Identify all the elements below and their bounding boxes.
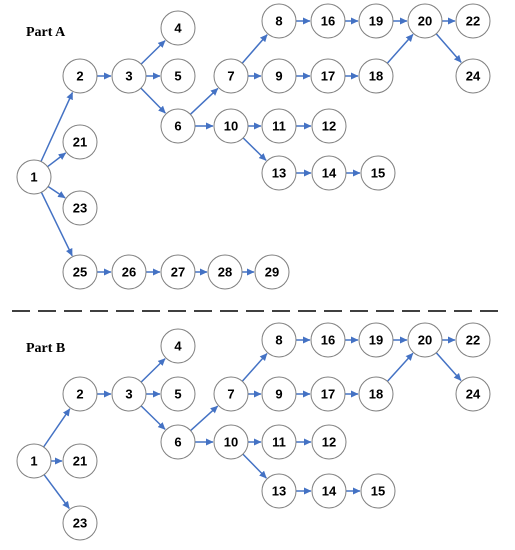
- activity-node: [311, 4, 345, 38]
- activity-node: [161, 425, 195, 459]
- activity-node: [312, 156, 346, 190]
- edge-arrow-1-to-2: [44, 409, 70, 447]
- activity-node: [311, 323, 345, 357]
- activity-node: [262, 156, 296, 190]
- edge-arrow-10-to-13: [243, 138, 266, 161]
- node-label: 10: [223, 118, 239, 134]
- node-label: 7: [227, 68, 235, 84]
- part-a-nodes: [17, 4, 490, 289]
- edge-arrow-7-to-8: [242, 35, 267, 64]
- node-label: 18: [368, 386, 384, 402]
- node-label: 12: [321, 118, 337, 134]
- edge-arrow-3-to-6: [141, 88, 166, 113]
- part-b-nodes: [17, 323, 490, 540]
- activity-node: [312, 109, 346, 143]
- activity-node: [262, 59, 296, 93]
- node-label: 13: [271, 165, 287, 181]
- node-label: 4: [174, 20, 182, 36]
- node-label: 16: [320, 332, 336, 348]
- node-label: 4: [174, 338, 182, 354]
- activity-node: [262, 474, 296, 508]
- node-label: 19: [368, 13, 384, 29]
- node-label: 19: [368, 332, 384, 348]
- activity-node: [63, 255, 97, 289]
- activity-node: [63, 377, 97, 411]
- part-b-diagram: [17, 323, 490, 540]
- node-label: 21: [72, 453, 88, 469]
- activity-node: [161, 255, 195, 289]
- node-label: 1: [30, 169, 38, 185]
- activity-node: [161, 109, 195, 143]
- activity-node: [17, 160, 51, 194]
- node-label: 14: [321, 483, 337, 499]
- node-label: 23: [72, 515, 88, 531]
- node-label: 22: [465, 13, 481, 29]
- node-label: 15: [370, 165, 386, 181]
- edge-arrow-3-to-4: [141, 359, 165, 383]
- node-label: 17: [320, 386, 336, 402]
- part-a-title: Part A: [26, 25, 66, 40]
- edge-arrow-1-to-21: [48, 153, 66, 167]
- node-label: 1: [30, 453, 38, 469]
- activity-node: [255, 255, 289, 289]
- activity-node: [262, 323, 296, 357]
- activity-node: [214, 425, 248, 459]
- node-label: 8: [275, 13, 283, 29]
- node-label: 3: [125, 68, 133, 84]
- node-label: 27: [170, 264, 186, 280]
- node-label: 3: [125, 386, 133, 402]
- node-label: 20: [417, 332, 433, 348]
- edge-arrow-20-to-24: [436, 34, 461, 63]
- edge-arrow-1-to-23: [44, 475, 69, 509]
- activity-node: [63, 444, 97, 478]
- node-label: 28: [217, 264, 233, 280]
- activity-node: [262, 109, 296, 143]
- activity-node: [63, 191, 97, 225]
- activity-node: [311, 59, 345, 93]
- part-a-edges: [41, 21, 461, 272]
- part-b-title: Part B: [26, 341, 66, 356]
- activity-node: [361, 474, 395, 508]
- part-a-diagram: [17, 4, 490, 289]
- node-label: 9: [275, 68, 283, 84]
- node-label: 10: [223, 434, 239, 450]
- node-label: 5: [174, 68, 182, 84]
- activity-node: [262, 377, 296, 411]
- activity-node: [214, 59, 248, 93]
- node-label: 23: [72, 200, 88, 216]
- activity-node: [361, 156, 395, 190]
- node-label: 25: [72, 264, 88, 280]
- node-label: 6: [174, 118, 182, 134]
- node-label: 21: [72, 134, 88, 150]
- activity-node: [359, 377, 393, 411]
- part-b-edges: [44, 340, 461, 509]
- edge-arrow-18-to-20: [387, 353, 413, 381]
- activity-node: [63, 506, 97, 540]
- activity-node: [112, 377, 146, 411]
- activity-node: [456, 323, 490, 357]
- activity-node: [63, 59, 97, 93]
- activity-node: [112, 59, 146, 93]
- activity-node: [312, 474, 346, 508]
- node-label: 11: [272, 434, 286, 450]
- activity-node: [312, 425, 346, 459]
- edge-arrow-1-to-23: [48, 187, 65, 198]
- activity-node: [456, 377, 490, 411]
- edge-arrow-10-to-13: [243, 454, 267, 478]
- node-label: 29: [264, 264, 280, 280]
- activity-node: [408, 4, 442, 38]
- activity-node: [161, 329, 195, 363]
- node-label: 26: [121, 264, 137, 280]
- activity-node: [408, 323, 442, 357]
- activity-node: [161, 377, 195, 411]
- edge-arrow-6-to-7: [191, 406, 218, 431]
- edge-arrow-20-to-24: [436, 353, 461, 381]
- activity-node: [359, 59, 393, 93]
- node-label: 2: [76, 386, 84, 402]
- activity-node: [214, 377, 248, 411]
- activity-node: [208, 255, 242, 289]
- node-label: 8: [275, 332, 283, 348]
- activity-node: [359, 323, 393, 357]
- activity-node: [262, 425, 296, 459]
- node-label: 15: [370, 483, 386, 499]
- node-label: 18: [368, 68, 384, 84]
- node-label: 17: [320, 68, 336, 84]
- node-label: 13: [271, 483, 287, 499]
- activity-node: [63, 125, 97, 159]
- node-label: 5: [174, 386, 182, 402]
- node-label: 2: [76, 68, 84, 84]
- edge-arrow-18-to-20: [387, 34, 413, 63]
- node-label: 6: [174, 434, 182, 450]
- activity-node: [214, 109, 248, 143]
- node-label: 24: [465, 68, 481, 84]
- activity-node: [262, 4, 296, 38]
- activity-node: [359, 4, 393, 38]
- node-label: 9: [275, 386, 283, 402]
- activity-node: [161, 11, 195, 45]
- node-label: 14: [321, 165, 337, 181]
- node-label: 24: [465, 386, 481, 402]
- edge-arrow-3-to-6: [141, 406, 165, 430]
- node-label: 12: [321, 434, 337, 450]
- edge-arrow-3-to-4: [141, 41, 165, 65]
- edge-arrow-7-to-8: [242, 354, 267, 382]
- node-label: 7: [227, 386, 235, 402]
- node-label: 22: [465, 332, 481, 348]
- node-label: 11: [272, 118, 286, 134]
- activity-node: [456, 59, 490, 93]
- edge-arrow-6-to-7: [190, 88, 218, 114]
- node-label: 16: [320, 13, 336, 29]
- activity-node: [161, 59, 195, 93]
- activity-node: [17, 444, 51, 478]
- activity-node: [456, 4, 490, 38]
- node-label: 20: [417, 13, 433, 29]
- activity-node: [112, 255, 146, 289]
- activity-node: [311, 377, 345, 411]
